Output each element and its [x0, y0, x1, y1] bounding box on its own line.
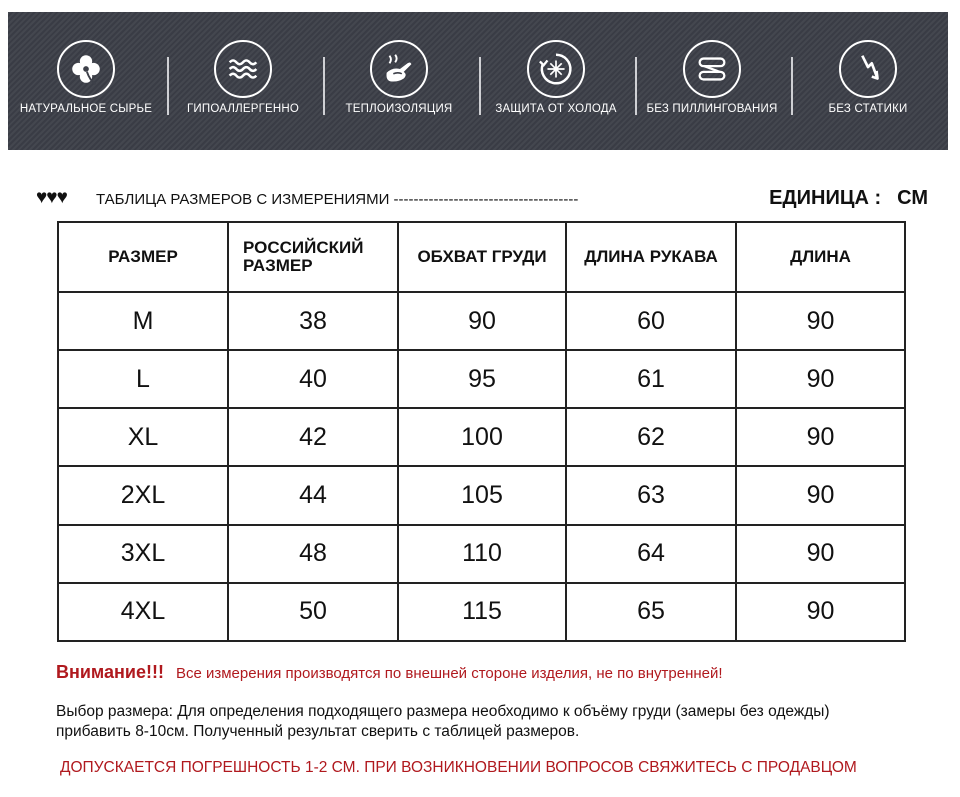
cell-russian-size: 40: [228, 350, 398, 408]
feature-no-pilling: [634, 12, 790, 150]
table-row: [58, 466, 905, 524]
cell-size: M: [58, 292, 228, 350]
unit-caption: ЕДИНИЦА :: [769, 187, 882, 209]
cell-russian-size: 48: [228, 525, 398, 583]
cell-size: 3XL: [58, 525, 228, 583]
header-russian-size: РОССИЙСКИЙ РАЗМЕР: [228, 222, 398, 292]
no-pilling-icon: [683, 40, 741, 98]
cell-length: 90: [736, 466, 905, 524]
size-advice: Выбор размера: Для определения подходящего размера необходимо к объёму груди (замеры без одежды) прибавить 8-10см. Полученный результат сверить с таблицей размеров.: [56, 703, 830, 740]
feature-cold-protection: [478, 12, 634, 150]
cell-sleeve: 61: [566, 350, 736, 408]
cell-length: 90: [736, 350, 905, 408]
cell-chest: 105: [398, 466, 566, 524]
cell-size: L: [58, 350, 228, 408]
cell-length: 90: [736, 583, 905, 641]
lightning-icon: [839, 40, 897, 98]
feature-label: БЕЗ СТАТИКИ: [828, 103, 908, 115]
header-sleeve: ДЛИНА РУКАВА: [566, 222, 736, 292]
cell-sleeve: 63: [566, 466, 736, 524]
header-chest: ОБХВАТ ГРУДИ: [398, 222, 566, 292]
table-row: [58, 525, 905, 583]
feature-natural: [8, 12, 164, 150]
cell-size: 2XL: [58, 466, 228, 524]
size-table: [57, 221, 906, 642]
waves-icon: [214, 40, 272, 98]
feature-label: БЕЗ ПИЛЛИНГОВАНИЯ: [646, 103, 778, 115]
cell-sleeve: 62: [566, 408, 736, 466]
features-banner: [8, 12, 948, 150]
cell-russian-size: 38: [228, 292, 398, 350]
tolerance-note: ДОПУСКАЕТСЯ ПОГРЕШНОСТЬ 1-2 СМ. ПРИ ВОЗНИКНОВЕНИИ ВОПРОСОВ СВЯЖИТЕСЬ С ПРОДАВЦОМ: [60, 759, 857, 776]
attention-title: Внимание!!!: [56, 662, 164, 682]
cell-sleeve: 65: [566, 583, 736, 641]
cell-russian-size: 50: [228, 583, 398, 641]
attention-text: Все измерения производятся по внешней стороне изделия, не по внутренней!: [175, 665, 723, 682]
cell-length: 90: [736, 525, 905, 583]
feature-label: НАТУРАЛЬНОЕ СЫРЬЕ: [19, 103, 153, 115]
hearts-icon: ♥♥♥: [36, 187, 67, 208]
unit-value: СМ: [897, 187, 928, 209]
table-row: [58, 350, 905, 408]
cell-size: 4XL: [58, 583, 228, 641]
size-chart-title: ТАБЛИЦА РАЗМЕРОВ С ИЗМЕРЕНИЯМИ -------------------------------------: [96, 191, 579, 208]
clover-icon: [57, 40, 115, 98]
cell-chest: 110: [398, 525, 566, 583]
cell-sleeve: 64: [566, 525, 736, 583]
feature-hypoallergenic: [165, 12, 321, 150]
cell-length: 90: [736, 292, 905, 350]
cell-chest: 100: [398, 408, 566, 466]
cell-chest: 95: [398, 350, 566, 408]
attention-note: [56, 662, 723, 683]
feature-no-static: [790, 12, 946, 150]
header-size: РАЗМЕР: [58, 222, 228, 292]
cell-chest: 115: [398, 583, 566, 641]
size-chart-title-row: [36, 186, 936, 214]
unit-label: [769, 187, 928, 210]
table-row: [58, 583, 905, 641]
cell-russian-size: 42: [228, 408, 398, 466]
feature-insulation: [321, 12, 477, 150]
table-row: [58, 408, 905, 466]
header-length: ДЛИНА: [736, 222, 905, 292]
table-header-row: [58, 222, 905, 292]
cell-chest: 90: [398, 292, 566, 350]
table-row: [58, 292, 905, 350]
cold-shield-icon: [527, 40, 585, 98]
cell-sleeve: 60: [566, 292, 736, 350]
feature-label: ТЕПЛОИЗОЛЯЦИЯ: [345, 103, 453, 115]
feature-label: ЗАЩИТА ОТ ХОЛОДА: [495, 103, 617, 115]
cell-size: XL: [58, 408, 228, 466]
hand-heat-icon: [370, 40, 428, 98]
cell-russian-size: 44: [228, 466, 398, 524]
cell-length: 90: [736, 408, 905, 466]
feature-label: ГИПОАЛЛЕРГЕННО: [186, 103, 300, 115]
